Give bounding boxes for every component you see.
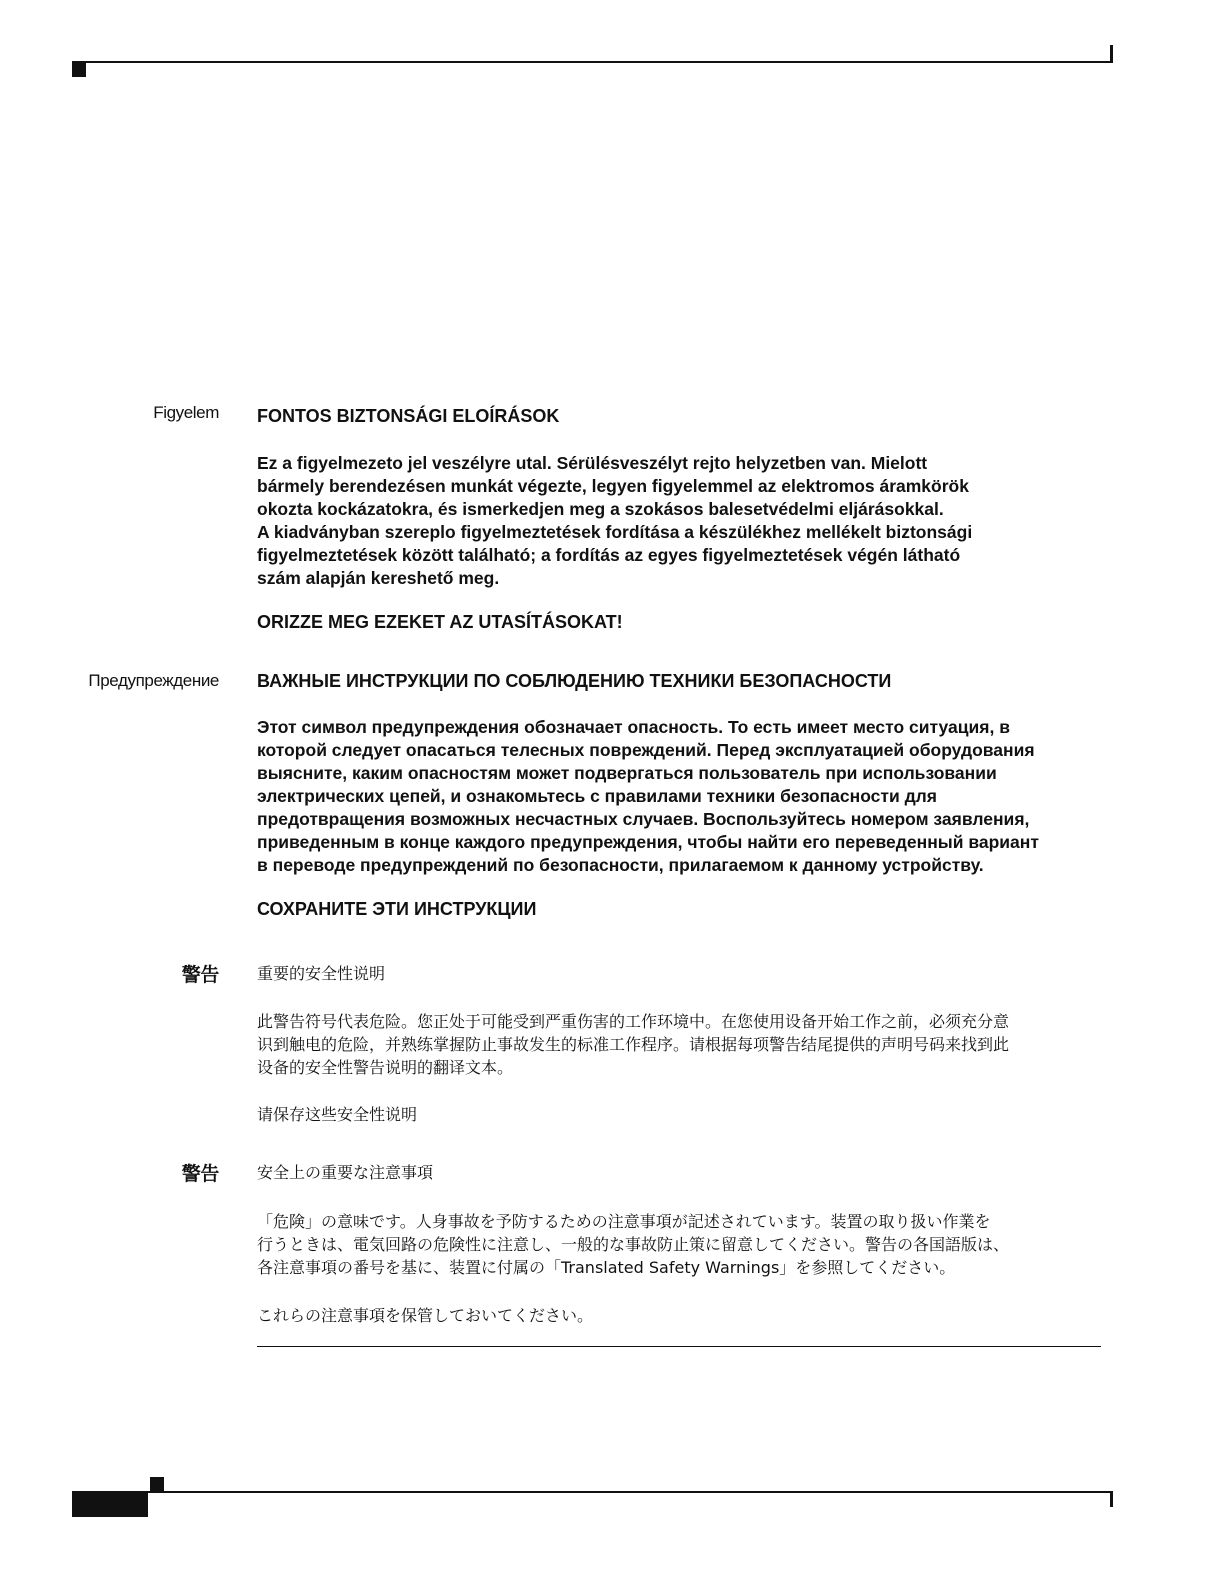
warning-title: ВАЖНЫЕ ИНСТРУКЦИИ ПО СОБЛЮДЕНИЮ ТЕХНИКИ БЕЗОПАСНОСТИ (257, 671, 892, 691)
warning-label: Предупреждение (88, 671, 219, 690)
warning-footer: ORIZZE MEG EZEKET AZ UTASÍTÁSOKAT! (257, 612, 623, 632)
warning-title: 重要的安全性说明 (257, 964, 386, 983)
warning-footer: これらの注意事項を保管しておいてください。 (257, 1306, 594, 1325)
footer-rule (72, 1491, 1113, 1493)
warning-title: 安全上の重要な注意事項 (257, 1163, 434, 1182)
header-right-tick (1110, 45, 1113, 63)
warning-label: 警告 (181, 964, 219, 986)
footer-marker (150, 1477, 164, 1491)
warning-label: 警告 (181, 1163, 219, 1185)
footer-right-tick (1110, 1493, 1113, 1507)
warning-footer: СОХРАНИТЕ ЭТИ ИНСТРУКЦИИ (257, 899, 537, 919)
footer-page-number-block (72, 1493, 148, 1517)
warning-footer: 请保存这些安全性说明 (257, 1105, 418, 1124)
warning-body: 「危険」の意味です。人身事故を予防するための注意事項が記述されています。装置の取り扱い作業を 行うときは、電気回路の危険性に注意し、一般的な事故防止策に留意してください。警告の各国語版は、 各注意事項の番号を基に、装置に付属の「Translated Safety Warnings」を参照してください。 (257, 1212, 1010, 1277)
warning-body: Ez a figyelmezeto jel veszélyre utal. Sérülésveszélyt rejto helyzetben van. Mielott bármely berendezésen munkát végezte, legyen figyelemmel az elektromos áramkörök okozta kockázatokra, és ismerkedjen meg a szokásos balesetvédelmi eljárásokkal. A kiadványban szereplo figyelmeztetések fordítása a készülékhez mellékelt biztonsági figyelmeztetések között található; a fordítás az egyes figyelmeztetések végén látható szám alapján kereshető meg. (257, 453, 973, 588)
warning-body: Этот символ предупреждения обозначает опасность. То есть имеет место ситуация, в которой следует опасаться телесных повреждений. Перед эксплуатацией оборудования выясните, каким опасностям может подвергаться пользователь при использовании электрических цепей, и ознакомьтесь с правилами техники безопасности для предотвращения возможных несчастных случаев. Воспользуйтесь номером заявления, приведенным в конце каждого предупреждения, чтобы найти его переведенный вариант в переводе предупреждений по безопасности, прилагаемом к данному устройству. (257, 717, 1039, 875)
header-corner-marker (72, 63, 86, 77)
header-rule (72, 61, 1113, 63)
section-end-rule (257, 1346, 1101, 1347)
warning-label: Figyelem (153, 403, 219, 422)
warning-body: 此警告符号代表危险。您正处于可能受到严重伤害的工作环境中。在您使用设备开始工作之前，必须充分意 识到触电的危险，并熟练掌握防止事故发生的标准工作程序。请根据每项警告结尾提供的声明号码来找到此 设备的安全性警告说明的翻译文本。 (257, 1012, 1010, 1077)
warning-title: FONTOS BIZTONSÁGI ELOÍRÁSOK (257, 406, 560, 426)
